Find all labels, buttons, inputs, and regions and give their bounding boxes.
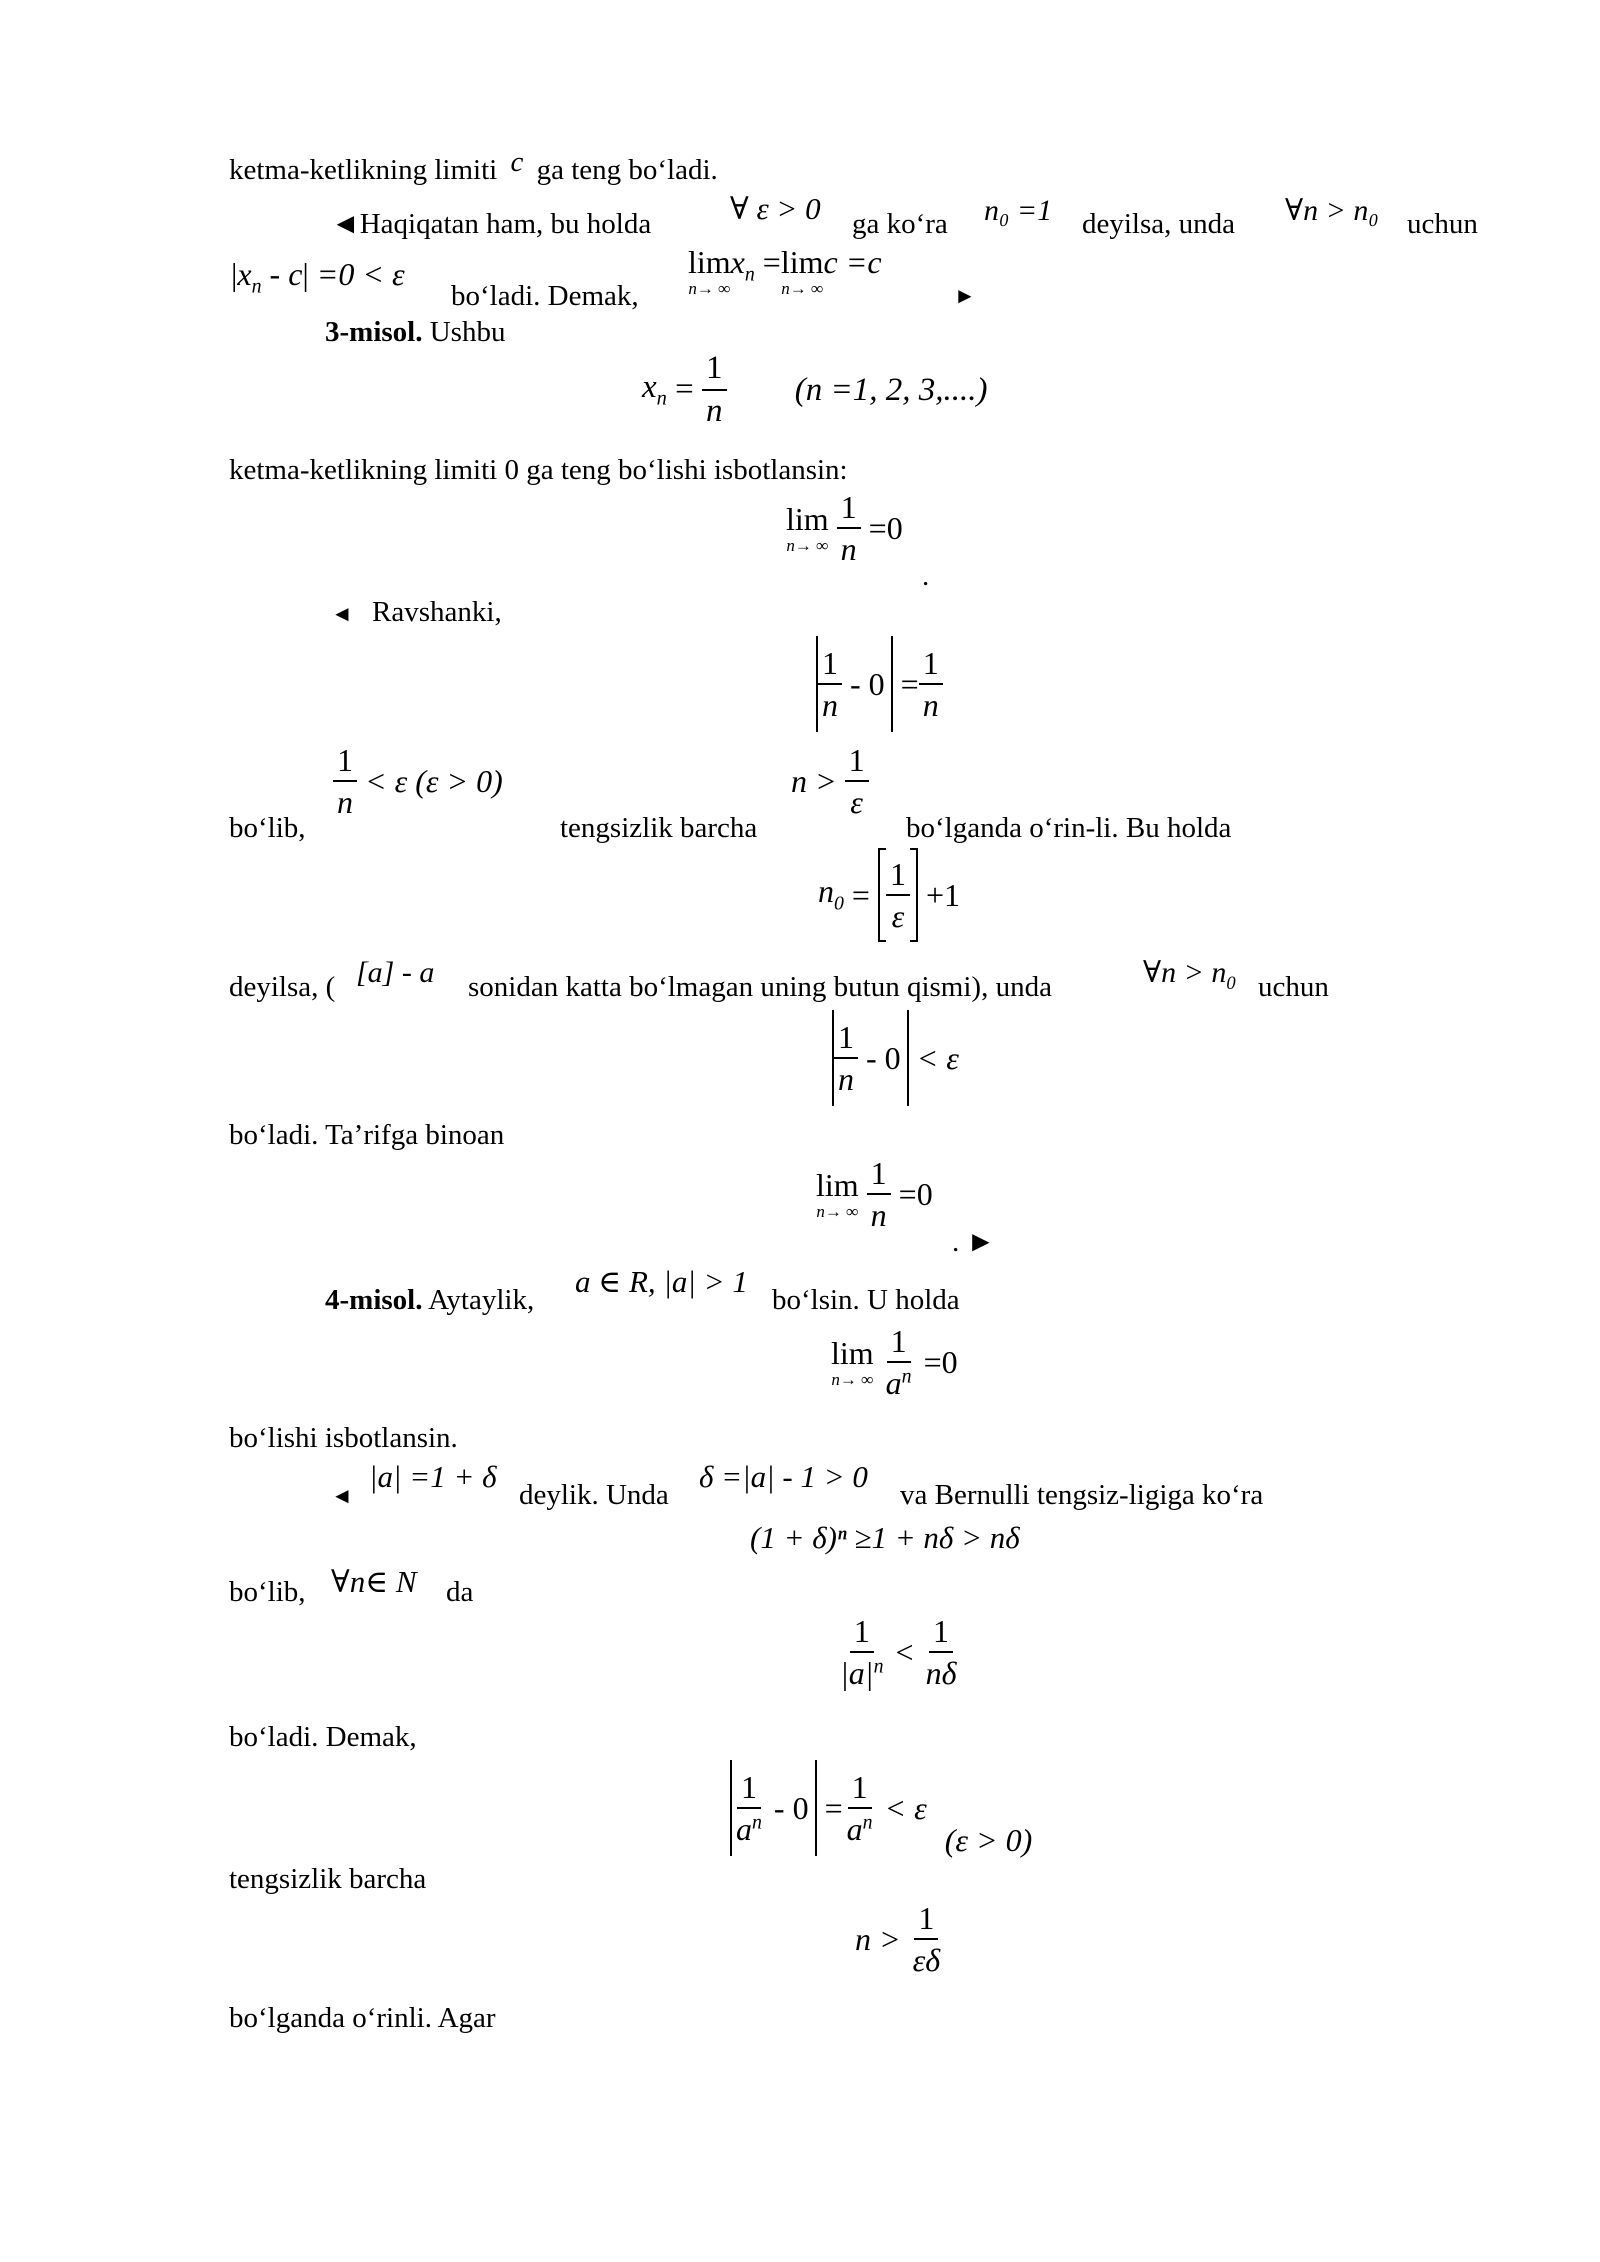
- text-segment: bo‘lganda o‘rin-li. Bu holda: [906, 812, 1232, 844]
- bracket-right: [910, 848, 918, 942]
- text-segment: da: [446, 1576, 474, 1608]
- text-segment: ga teng bo‘ladi.: [536, 154, 718, 186]
- bracket-left: [878, 848, 886, 942]
- formula-lim-1-over-n-2: lim n→ ∞ $\frac{1}{n}$ =0: [816, 1155, 933, 1233]
- math-var-c: c: [510, 146, 524, 178]
- lim-subscript: n→ ∞: [786, 535, 829, 555]
- eps-positive: (ε > 0): [944, 1822, 1033, 1858]
- numerator: 1: [702, 352, 727, 391]
- example-3-heading: [325, 318, 505, 347]
- equals-zero: =0: [868, 510, 903, 546]
- example-4-heading: [325, 1286, 534, 1315]
- text-line-14: bo‘ladi. Ta’rifga binoan: [229, 1119, 505, 1151]
- denominator: n: [706, 393, 723, 429]
- math-abs-a-def: |a| =1 + δ: [369, 1459, 497, 1494]
- index-range: (n =1, 2, 3,....): [794, 371, 988, 408]
- math-forall-n-in-N: ∀n∈ N: [331, 1564, 417, 1599]
- text-segment: bo‘ladi. Demak,: [451, 280, 639, 312]
- text-segment: deylik. Unda: [519, 1479, 669, 1511]
- text-segment: bo‘lsin. U holda: [772, 1284, 960, 1316]
- text-line-23: bo‘ladi. Demak,: [229, 1721, 417, 1753]
- example-label: 3-misol.: [325, 316, 423, 348]
- numerator: 1: [837, 491, 861, 529]
- formula-1-over-n-lt-eps: $\frac{1}{n}$ < ε (ε > 0): [333, 744, 503, 818]
- formula-lim-1-over-n: [786, 491, 903, 565]
- text-segment: Ravshanki,: [372, 596, 502, 628]
- end-proof-marker: ►: [954, 283, 976, 308]
- math-forall-n-gt-n0: ∀n > n₀: [1285, 194, 1379, 227]
- start-proof-marker: ◄: [331, 601, 353, 626]
- formula-1-over-abs-a-n: $\frac{1}{|a|^n}$ < $\frac{1}{n\delta}$: [840, 1613, 957, 1691]
- text-segment: va Bernulli tengsiz-ligiga ko‘ra: [900, 1479, 1264, 1511]
- lim-label: lim: [786, 500, 829, 537]
- formula-abs-1-over-a-n: $\frac{1}{a^n}$ - 0 = $\frac{1}{a^n}$ < ε (ε > 0): [730, 1760, 1032, 1856]
- formula-n-gt-1-over-eps: n > $\frac{1}{\varepsilon}$: [791, 744, 869, 818]
- formula-bernoulli: (1 + δ)ⁿ ≥1 + nδ > nδ: [750, 1520, 1020, 1555]
- math-limit-xn-eq-c: lim n→ ∞ $x_n$ = lim n→ ∞ c =c: [688, 244, 882, 298]
- math-n0-eq-1: n₀ =1: [984, 194, 1053, 227]
- text-segment: sonidan katta bo‘lmagan uning butun qismi), unda: [468, 971, 1052, 1003]
- text-line-27: bo‘lganda o‘rinli. Agar: [229, 2002, 496, 2034]
- text-line-1: [229, 146, 718, 186]
- formula-lim-1-over-a-n: lim n→ ∞ $\frac{1}{a^n}$ =0: [831, 1323, 958, 1401]
- text-segment: deyilsa, (: [229, 971, 336, 1003]
- ravshanki-line: [331, 598, 502, 627]
- text-segment: bo‘lib,: [229, 1576, 306, 1608]
- math-floor-a: [a] - a: [356, 956, 435, 989]
- math-abs-xn-minus-c: $|x_n - c| =0 < \varepsilon$: [231, 256, 405, 298]
- text-segment: uchun: [1407, 208, 1478, 240]
- denominator: n: [840, 531, 857, 567]
- haqiqatan-text: ◄Haqiqatan ham, bu holda: [331, 208, 652, 240]
- math-delta-def: δ =|a| - 1 > 0: [699, 1459, 868, 1494]
- text-segment: ga ko‘ra: [852, 208, 948, 240]
- start-proof-marker: ◄: [331, 1483, 353, 1508]
- text-line-6: ketma-ketlikning limiti 0 ga teng bo‘lishi isbotlansin:: [229, 454, 848, 486]
- formula-abs-lt-eps: $\frac{1}{n}$ - 0 < ε: [832, 1010, 959, 1106]
- formula-n0-def: $n_0$ = $\frac{1}{\varepsilon}$ +1: [818, 848, 960, 942]
- text-segment: uchun: [1258, 971, 1329, 1003]
- text-line-18: bo‘lishi isbotlansin.: [229, 1422, 458, 1454]
- math-forall-eps: ∀ ε > 0: [730, 191, 821, 226]
- text-segment: ketma-ketlikning limiti: [229, 154, 498, 186]
- text-segment: deyilsa, unda: [1082, 208, 1236, 240]
- text-segment: Aytaylik,: [428, 1284, 535, 1316]
- math-forall-n-gt-n0: ∀n > $n_0$: [1143, 956, 1236, 994]
- end-proof-marker: . ►: [952, 1226, 996, 1258]
- formula-abs-1-over-n-minus-0: $\frac{1}{n}$ - 0 = $\frac{1}{n}$: [816, 636, 943, 732]
- text-segment: tengsizlik barcha: [560, 812, 758, 844]
- formula-xn-eq-1-over-n: $x_n$ = $\frac{1}{n}$ (n =1, 2, 3,....): [642, 350, 988, 429]
- math-a-in-R: a ∈ R, |a| > 1: [575, 1264, 748, 1299]
- example-label: 4-misol.: [325, 1284, 423, 1316]
- text-line-25: tengsizlik barcha: [229, 1863, 427, 1895]
- text-segment: Ushbu: [429, 316, 506, 348]
- formula-n-gt-1-over-eps-delta: n > $\frac{1}{\varepsilon\delta}$: [855, 1900, 941, 1978]
- text-segment: bo‘lib,: [229, 812, 306, 844]
- period: .: [922, 560, 930, 592]
